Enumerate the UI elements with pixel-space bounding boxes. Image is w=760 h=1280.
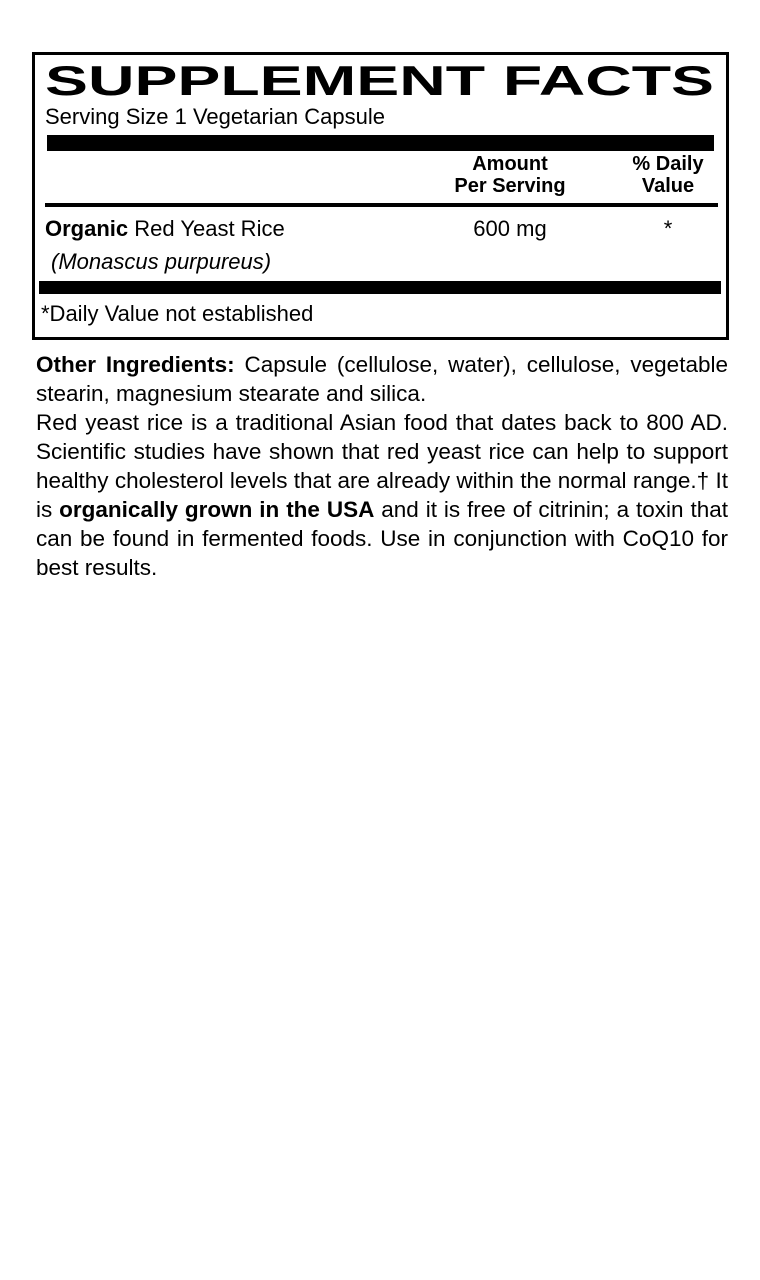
description-part2: and it is free of citrinin; a toxin that can be found in fermented foods. Use in conjunction with CoQ10 for best results. (36, 497, 728, 580)
description-part1: Red yeast rice is a traditional Asian food that dates back to 800 AD. Scientific studies have shown that red yeast rice can help to support healthy cholesterol levels that are already within the normal range.† It is (36, 410, 728, 522)
column-header-amount (410, 153, 610, 197)
column-header-daily-value (610, 153, 726, 197)
ingredient-row (35, 216, 726, 242)
separator-bar-top (47, 135, 714, 151)
ingredient-name-bold: Organic (45, 216, 129, 241)
other-ingredients-paragraph (36, 350, 728, 408)
ingredient-name-rest: Red Yeast Rice (128, 216, 285, 241)
ingredient-daily-value: * (663, 216, 673, 241)
description-bold: organically grown in the USA (59, 497, 375, 522)
other-ingredients-text: Capsule (cellulose, water), cellulose, vegetable stearin, magnesium stearate and silica. (36, 352, 728, 406)
column-header-daily-value-line2: Value (641, 175, 695, 197)
description-paragraph (36, 408, 728, 582)
column-header-amount-line1: Amount (472, 153, 548, 175)
separator-bar-bottom (39, 281, 721, 294)
serving-size: Serving Size 1 Vegetarian Capsule (45, 104, 385, 129)
supplement-facts-title-text: SUPPLEMENT FACTS (45, 57, 714, 103)
supplement-facts-title-svg (45, 57, 716, 103)
daily-value-footnote: *Daily Value not established (41, 301, 314, 326)
header-divider-line (45, 203, 718, 207)
ingredient-name (35, 216, 410, 242)
column-header-amount-line2: Per Serving (454, 175, 566, 197)
other-ingredients-label: Other Ingredients: (36, 352, 235, 377)
supplement-facts-box (32, 52, 729, 340)
supplement-facts-title (45, 57, 716, 103)
ingredient-latin-name: (Monascus purpureus) (51, 249, 272, 274)
column-header-daily-value-line1: % Daily (632, 153, 704, 175)
column-header-row (35, 153, 726, 197)
ingredient-amount: 600 mg (473, 216, 547, 241)
column-header-spacer (35, 153, 410, 197)
